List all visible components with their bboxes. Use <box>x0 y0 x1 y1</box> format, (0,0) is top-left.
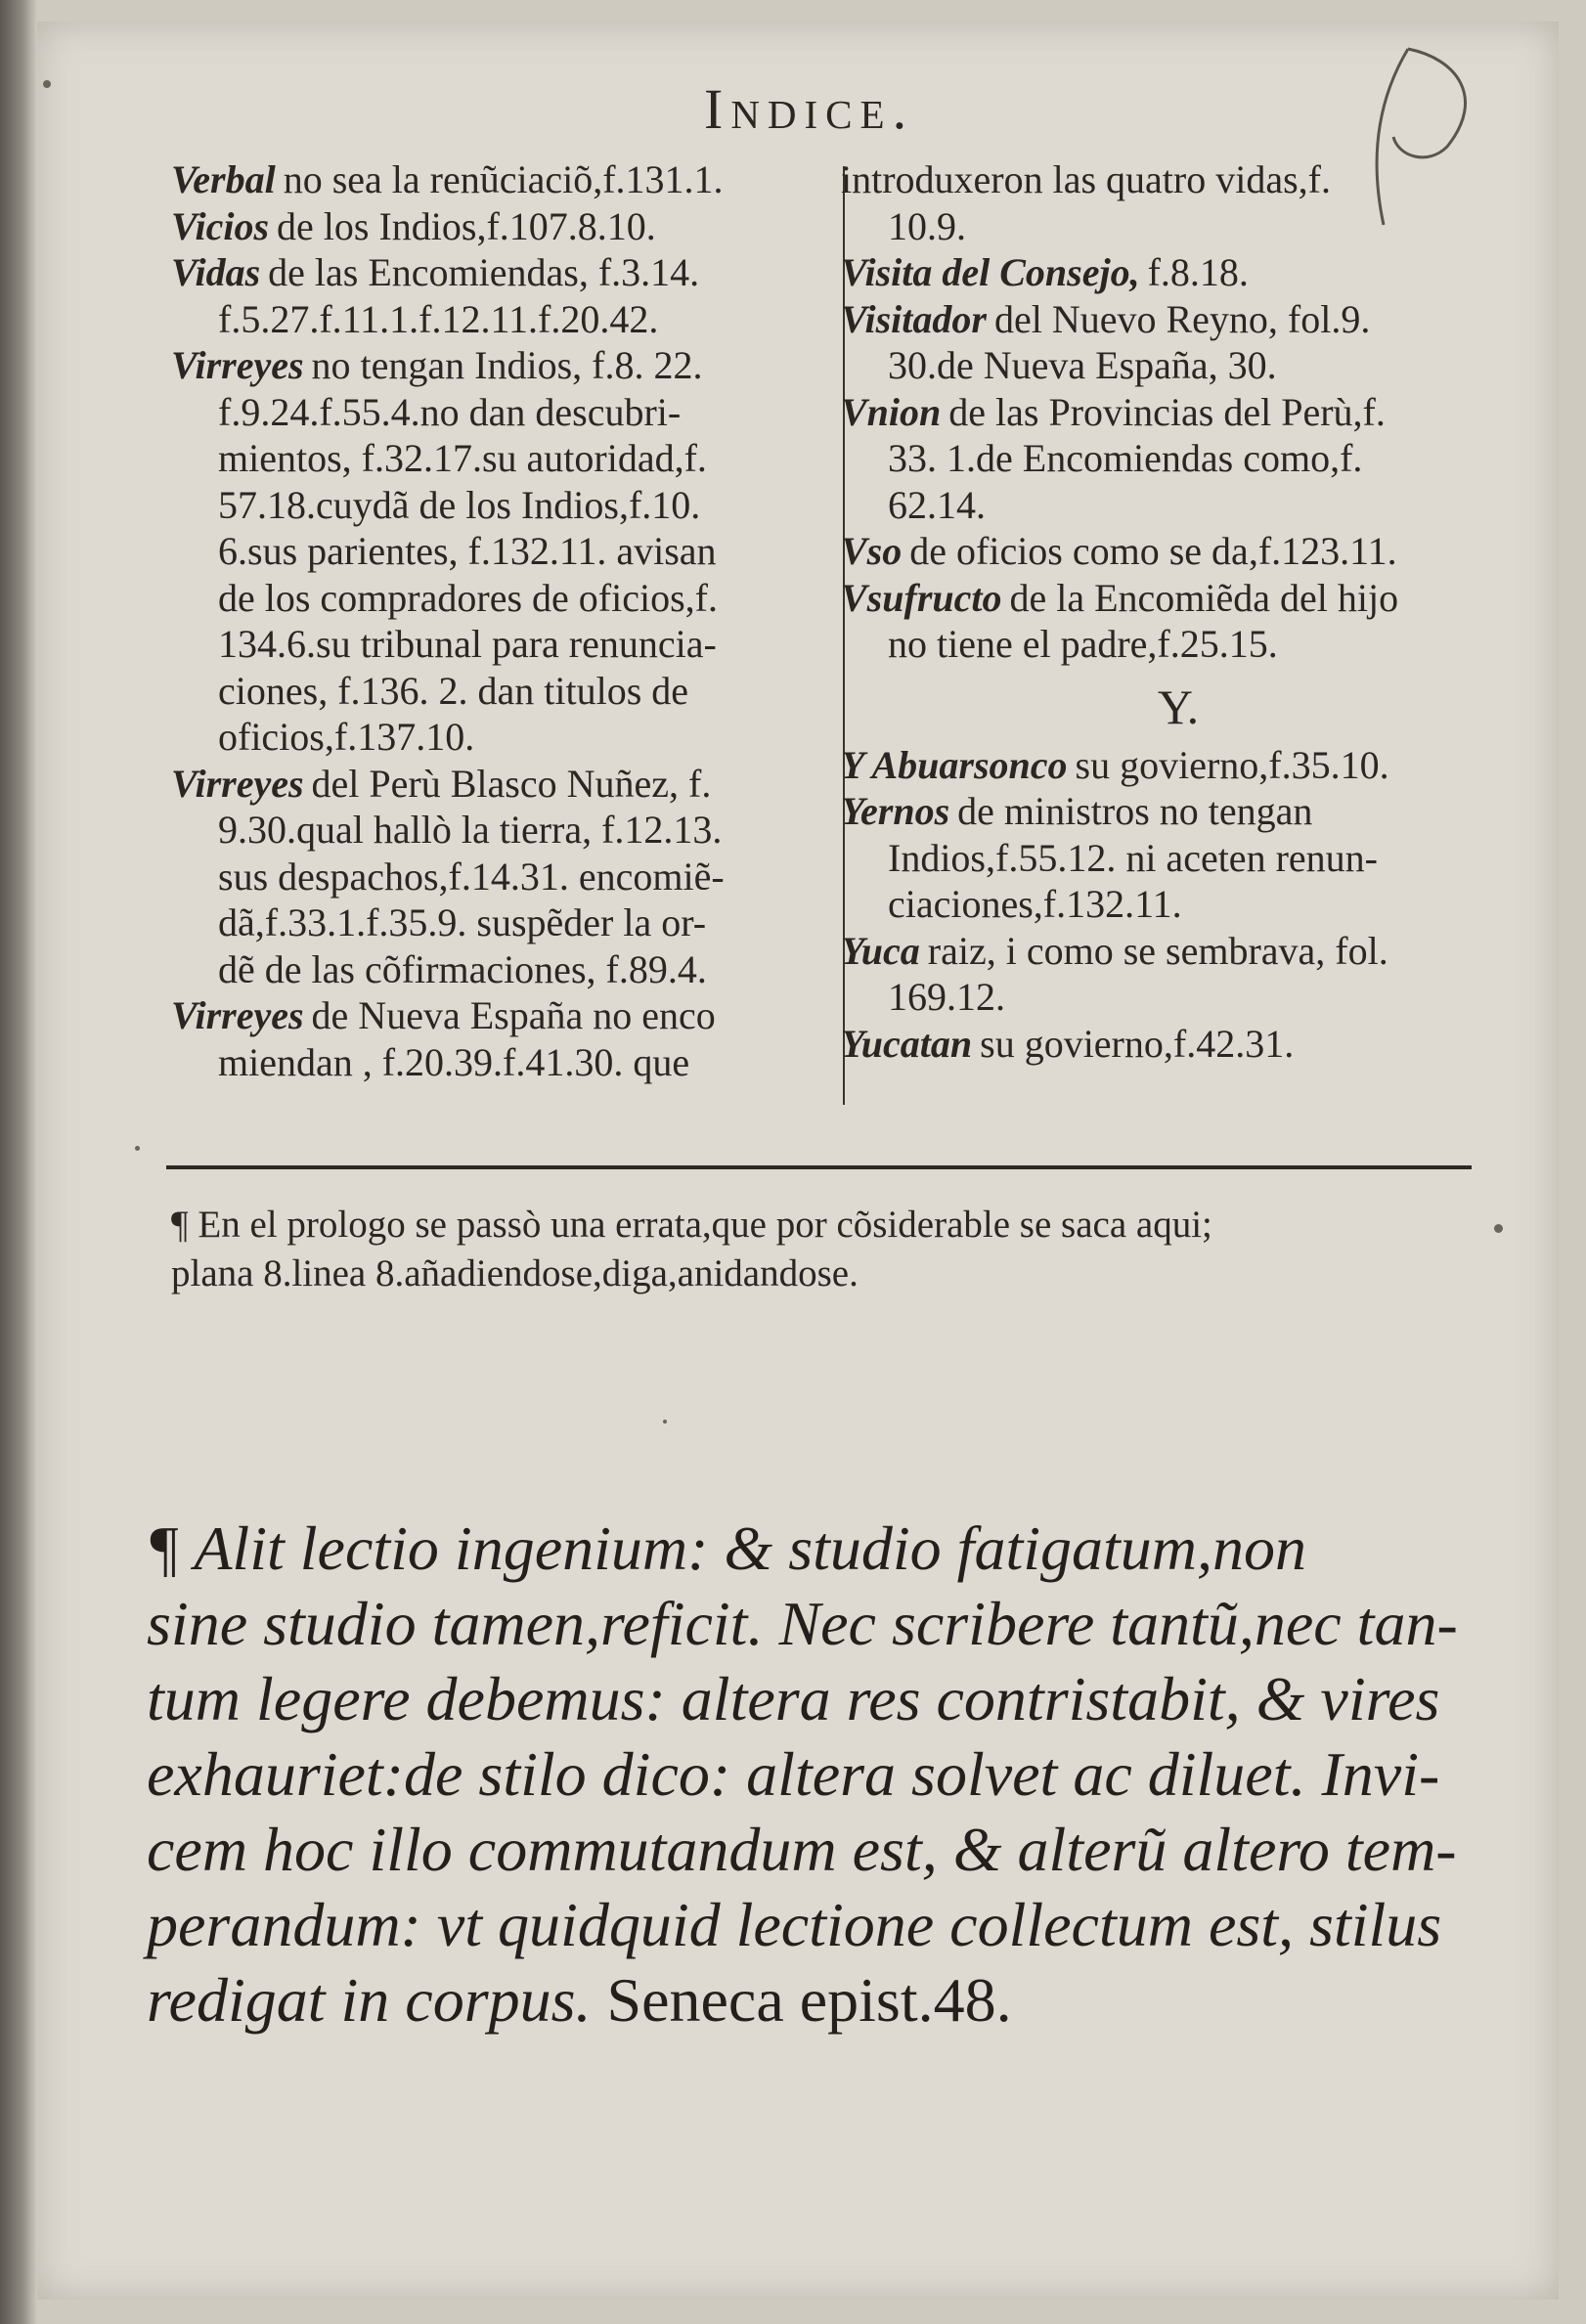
index-entry-first-line <box>841 296 1516 343</box>
index-entry <box>171 249 831 342</box>
index-right-column <box>841 156 1516 1067</box>
horizontal-rule <box>166 1165 1472 1169</box>
index-entry-continuation: Indios,f.55.12. ni aceten renun- <box>888 835 1378 880</box>
page-gutter-shadow <box>0 0 37 2324</box>
index-entry-continuation: 30.de Nueva España, 30. <box>888 343 1277 387</box>
index-headword: Virreyes <box>171 343 304 387</box>
index-entry-first-line <box>841 528 1516 575</box>
index-entry-text: de las Encomiendas, f.3.14. <box>268 250 700 294</box>
index-letter-heading: Y. <box>1157 679 1200 734</box>
index-headword: Vidas <box>171 250 261 294</box>
index-entry <box>171 203 831 250</box>
index-entry-continuation: 62.14. <box>888 482 986 527</box>
index-entry <box>171 156 831 203</box>
index-entry <box>841 928 1516 1021</box>
index-entry <box>841 1021 1516 1068</box>
index-entry-continuation: de los compradores de oficios,f. <box>218 575 718 620</box>
index-entry-text: del Nuevo Reyno, fol.9. <box>993 296 1371 341</box>
quotation-line: perandum: vt quidquid lectione collectum est, stilus <box>147 1890 1442 1959</box>
index-entry-text: de ministros no tengan <box>957 789 1313 833</box>
index-entry <box>841 575 1516 668</box>
index-entry-text: no sea la renũciaciõ,f.131.1. <box>283 157 724 201</box>
running-head: Indice. <box>704 77 915 141</box>
index-entry-first-line <box>841 575 1516 622</box>
index-entry <box>841 156 1516 249</box>
index-entry <box>171 342 831 761</box>
index-entry-first-line <box>171 992 831 1039</box>
index-entry-first-line <box>841 742 1516 789</box>
quotation-final-line <box>147 1962 1486 2038</box>
index-headword: Vnion <box>841 389 942 434</box>
index-headword: Vsufructo <box>841 575 1002 620</box>
index-entry-text: su govierno,f.42.31. <box>980 1021 1295 1066</box>
index-entry-first-line <box>841 249 1516 296</box>
index-entry-first-line <box>841 156 1516 203</box>
index-entry-continuation: 134.6.su tribunal para renuncia- <box>218 622 717 666</box>
index-headword: Visitador <box>841 296 987 341</box>
index-entry <box>841 389 1516 529</box>
quotation-line: ¶ Alit lectio ingenium: & studio fatigatum,non <box>147 1513 1306 1583</box>
index-entry-text: su govierno,f.35.10. <box>1075 742 1389 787</box>
quotation-line: cem hoc illo commutandum est, & alterũ altero tem- <box>147 1815 1457 1884</box>
quotation-line: tum legere debemus: altera res contristabit, & vires <box>147 1664 1440 1733</box>
index-entry-continuation: oficios,f.137.10. <box>218 715 475 759</box>
index-headword: Yuca <box>841 928 920 973</box>
quotation-last-line: redigat in corpus. <box>147 1965 592 2035</box>
index-entry <box>171 992 831 1085</box>
index-headword: Yucatan <box>841 1021 973 1066</box>
index-entry-text: de las Provincias del Perù,f. <box>948 389 1386 434</box>
index-entry-text: introduxeron las quatro vidas,f. <box>841 157 1331 201</box>
index-entry-continuation: 6.sus parientes, f.132.11. avisan <box>218 529 717 573</box>
index-entry-continuation: 9.30.qual hallò la tierra, f.12.13. <box>218 808 723 852</box>
index-entry <box>841 528 1516 575</box>
index-entry-text: del Perù Blasco Nuñez, f. <box>311 761 712 806</box>
index-left-column <box>171 156 831 1085</box>
index-headword: Yernos <box>841 789 950 833</box>
index-entry-continuation: f.9.24.f.55.4.no dan descubri- <box>218 389 682 434</box>
index-headword: Y Abuarsonco <box>841 742 1068 787</box>
index-entry-first-line <box>171 249 831 296</box>
index-entry <box>841 249 1516 296</box>
index-entry-first-line <box>171 342 831 389</box>
index-entry-first-line <box>841 1021 1516 1068</box>
seneca-quotation <box>147 1511 1486 2038</box>
index-entry-first-line <box>841 928 1516 975</box>
index-entry <box>841 296 1516 389</box>
index-headword: Verbal <box>171 157 276 201</box>
index-entry <box>171 761 831 993</box>
index-entry-continuation: 169.12. <box>888 975 1005 1019</box>
quotation-line: exhauriet:de stilo dico: altera solvet ac diluet. Invi- <box>147 1739 1440 1809</box>
index-entry-continuation: 33. 1.de Encomiendas como,f. <box>888 436 1363 480</box>
index-headword: Vicios <box>171 203 270 248</box>
index-entry-continuation: f.5.27.f.11.1.f.12.11.f.20.42. <box>218 296 659 341</box>
index-entry-first-line <box>841 788 1516 835</box>
index-entry-continuation: dẽ de las cõfirmaciones, f.89.4. <box>218 946 707 991</box>
index-entry-text: de oficios como se da,f.123.11. <box>909 529 1397 573</box>
errata-line-2: plana 8.linea 8.añadiendose,diga,anidandose. <box>171 1252 859 1294</box>
index-entry-continuation: 10.9. <box>888 203 966 248</box>
index-entry-continuation: sus despachos,f.14.31. encomiẽ- <box>218 854 725 899</box>
quotation-line: sine studio tamen,reficit. Nec scribere tantũ,nec tan- <box>147 1589 1458 1658</box>
index-entry-first-line <box>171 156 831 203</box>
index-entry-text: de la Encomiẽda del hijo <box>1009 575 1399 620</box>
index-entry-continuation: miendan , f.20.39.f.41.30. que <box>218 1039 690 1084</box>
index-entry-text: raiz, i como se sembrava, fol. <box>927 928 1388 973</box>
index-entry <box>841 742 1516 789</box>
index-headword: Visita del Consejo, <box>841 250 1140 294</box>
index-entry-continuation: no tiene el padre,f.25.15. <box>888 622 1278 666</box>
index-entry-text: de los Indios,f.107.8.10. <box>277 203 656 248</box>
index-headword: Virreyes <box>171 761 304 806</box>
index-entry-first-line <box>171 761 831 808</box>
index-entry-text: f.8.18. <box>1147 250 1249 294</box>
index-entry <box>841 788 1516 928</box>
index-entry-text: no tengan Indios, f.8. 22. <box>311 343 703 387</box>
index-entry-continuation: mientos, f.32.17.su autoridad,f. <box>218 436 707 480</box>
index-entry-first-line <box>171 203 831 250</box>
quotation-source: Seneca epist.48. <box>606 1965 1012 2035</box>
index-entry-first-line <box>841 389 1516 436</box>
index-entry-continuation: ciones, f.136. 2. dan titulos de <box>218 668 689 713</box>
index-entry-continuation: ciaciones,f.132.11. <box>888 882 1182 926</box>
errata-note <box>171 1201 1501 1298</box>
index-headword: Virreyes <box>171 993 304 1037</box>
index-entry-continuation: 57.18.cuydã de los Indios,f.10. <box>218 482 701 527</box>
index-headword: Vso <box>841 529 903 573</box>
errata-line-1: ¶ En el prologo se passò una errata,que por cõsiderable se saca aqui; <box>171 1204 1212 1246</box>
quotation-lines <box>147 1511 1486 1962</box>
index-entry-text: de Nueva España no enco <box>311 993 716 1037</box>
index-entry-continuation: dã,f.33.1.f.35.9. suspẽder la or- <box>218 900 707 944</box>
